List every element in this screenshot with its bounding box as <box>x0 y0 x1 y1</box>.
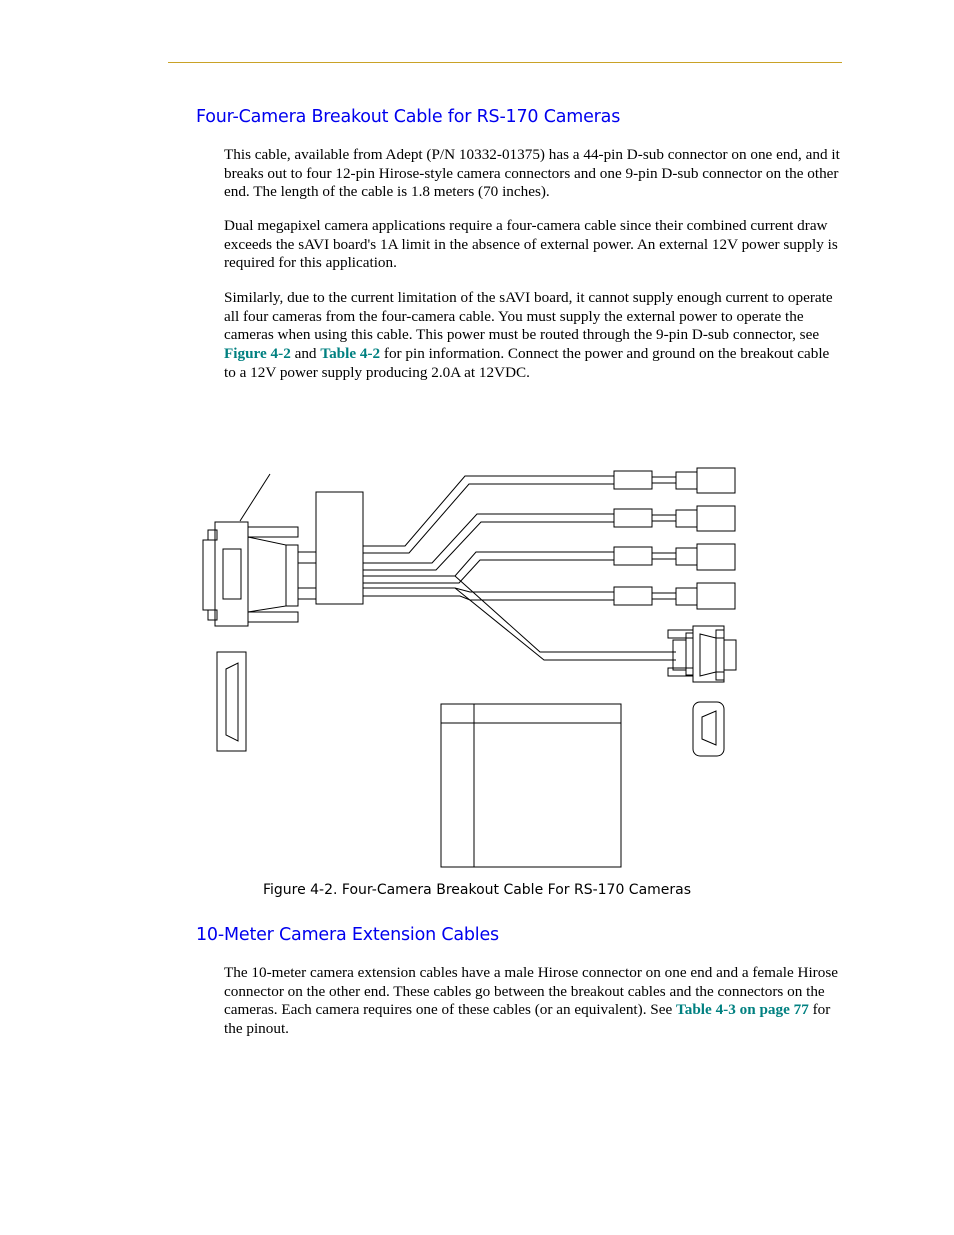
cable-5 <box>455 576 676 660</box>
db44-connector-face <box>217 652 246 751</box>
section-heading-four-camera: Four-Camera Breakout Cable for RS-170 Cameras <box>196 107 621 127</box>
text-fragment: for the pinout. <box>224 1001 831 1038</box>
paragraph-megapixel: Dual megapixel camera applications require a four-camera cable since their combined current draw exceeds the sAVI board's 1A limit in the absence of external power. An external 12V power supply is required for this application. <box>224 217 838 272</box>
db9-connector-side <box>668 626 736 682</box>
hirose-connector-2 <box>614 506 735 531</box>
db44-connector-side <box>203 522 316 626</box>
db9-connector-face <box>693 702 724 756</box>
cable-2 <box>363 514 614 570</box>
paragraph-cable-description: This cable, available from Adept (P/N 10332-01375) has a 44-pin D-sub connector on one end, and it breaks out to four 12-pin Hirose-style camera connectors and one 9-pin D-sub connector on the other end. The length of the cable is 1.8 meters (70 inches). <box>224 146 840 201</box>
breakout-housing <box>316 492 363 604</box>
hirose-connector-4 <box>614 583 735 609</box>
link-figure-4-2[interactable]: Figure 4-2 <box>224 345 291 363</box>
figure-caption: Figure 4-2. Four-Camera Breakout Cable For RS-170 Cameras <box>262 882 692 898</box>
text-fragment: and <box>290 345 321 363</box>
cable-4 <box>363 588 614 600</box>
link-table-4-2[interactable]: Table 4-2 <box>320 345 381 363</box>
leader-line <box>240 474 270 521</box>
link-table-4-3[interactable]: Table 4-3 on page 77 <box>676 1001 809 1019</box>
paragraph-extension-cables <box>224 964 842 1039</box>
pinout-table <box>441 704 621 867</box>
text-fragment: The 10-meter camera extension cables have a male Hirose connector on one end and a female Hirose connector on the other end. These cables go between the breakout cables and the connectors on the cameras. Each camera requires one of these cables (or an equivalent). See <box>224 964 838 1019</box>
cable-3 <box>363 552 614 583</box>
text-fragment: for pin information. Connect the power and ground on the breakout cable to a 12V power supply producing 2.0A at 12VDC. <box>224 345 830 381</box>
section-heading-extension-cables: 10-Meter Camera Extension Cables <box>196 925 499 945</box>
hirose-connector-1 <box>614 468 735 493</box>
text-fragment: Similarly, due to the current limitation of the sAVI board, it cannot supply enough current to operate all four cameras from the four-camera cable. You must supply the external power to operate the cameras when using this cable. This power must be routed through the 9-pin D-sub connector, see <box>224 289 833 344</box>
hirose-connector-3 <box>614 544 735 570</box>
